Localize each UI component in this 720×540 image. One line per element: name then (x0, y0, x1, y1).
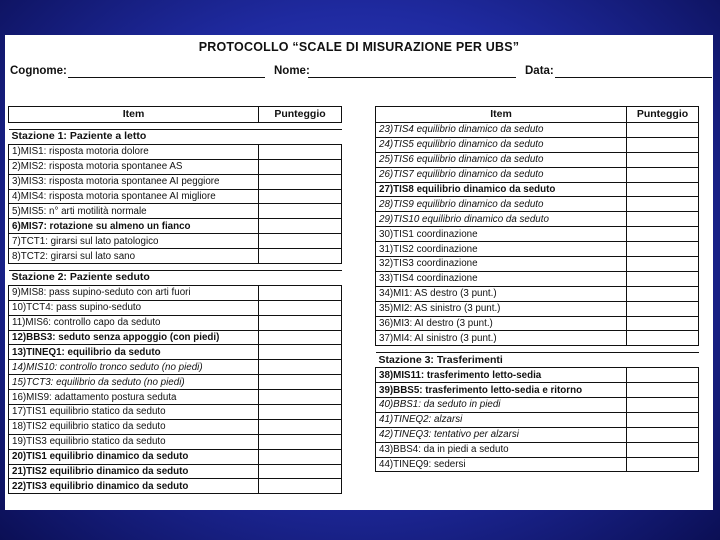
table-row (376, 242, 699, 257)
table-row (376, 137, 699, 152)
item-cell: 20)TIS1 equilibrio dinamico da seduto (9, 449, 259, 464)
item-cell: 40)BBS1: da seduto in piedi (376, 398, 627, 413)
score-cell[interactable] (259, 330, 342, 345)
score-cell[interactable] (627, 152, 699, 167)
item-cell: 7)TCT1: girarsi sul lato patologico (9, 234, 259, 249)
score-cell[interactable] (627, 427, 699, 442)
item-cell: 17)TIS1 equilibrio statico da seduto (9, 405, 259, 420)
item-cell: 16)MIS9: adattamento postura seduta (9, 390, 259, 405)
score-cell[interactable] (627, 212, 699, 227)
stazione-1-heading: Stazione 1: Paziente a letto (9, 130, 342, 145)
cognome-label: Cognome: (10, 65, 67, 77)
score-cell[interactable] (627, 182, 699, 197)
table-row (376, 123, 699, 138)
score-header: Punteggio (259, 107, 342, 123)
item-cell: 3)MIS3: risposta motoria spontanee AI peggiore (9, 174, 259, 189)
score-cell[interactable] (259, 360, 342, 375)
table-row (9, 315, 342, 330)
score-cell[interactable] (259, 219, 342, 234)
table-row (9, 189, 342, 204)
item-cell: 34)MI1: AS destro (3 punt.) (376, 286, 627, 301)
score-cell[interactable] (259, 449, 342, 464)
protocol-sheet (5, 35, 713, 510)
table-row (9, 479, 342, 494)
header-row (376, 107, 699, 123)
item-cell: 11)MIS6: controllo capo da seduto (9, 315, 259, 330)
score-cell[interactable] (259, 234, 342, 249)
stazione-3-heading: Stazione 3: Trasferimenti (376, 353, 699, 368)
score-cell[interactable] (259, 464, 342, 479)
table-row (9, 419, 342, 434)
item-cell: 23)TIS4 equilibrio dinamico da seduto (376, 123, 627, 138)
item-cell: 39)BBS5: trasferimento letto-sedia e ritorno (376, 383, 627, 398)
table-row (376, 368, 699, 383)
table-row (9, 434, 342, 449)
spacer (376, 346, 699, 353)
item-cell: 10)TCT4: pass supino-seduto (9, 300, 259, 315)
item-cell: 18)TIS2 equilibrio statico da seduto (9, 419, 259, 434)
score-cell[interactable] (259, 375, 342, 390)
score-cell[interactable] (259, 390, 342, 405)
table-row (9, 249, 342, 264)
score-cell[interactable] (627, 368, 699, 383)
item-cell: 27)TIS8 equilibrio dinamico da seduto (376, 182, 627, 197)
item-cell: 35)MI2: AS sinistro (3 punt.) (376, 301, 627, 316)
table-row (376, 427, 699, 442)
table-row (376, 167, 699, 182)
item-cell: 6)MIS7: rotazione su almeno un fianco (9, 219, 259, 234)
score-cell[interactable] (627, 457, 699, 472)
score-cell[interactable] (627, 316, 699, 331)
item-cell: 21)TIS2 equilibrio dinamico da seduto (9, 464, 259, 479)
item-cell: 30)TIS1 coordinazione (376, 227, 627, 242)
section-row (9, 271, 342, 286)
item-cell: 2)MIS2: risposta motoria spontanee AS (9, 159, 259, 174)
data-label: Data: (525, 65, 554, 77)
table-row (376, 182, 699, 197)
score-cell[interactable] (259, 249, 342, 264)
item-cell: 32)TIS3 coordinazione (376, 257, 627, 272)
score-cell[interactable] (627, 301, 699, 316)
table-row (376, 412, 699, 427)
item-cell: 8)TCT2: girarsi sul lato sano (9, 249, 259, 264)
item-cell: 37)MI4: AI sinistro (3 punt.) (376, 331, 627, 346)
table-row (376, 457, 699, 472)
table-row (376, 442, 699, 457)
score-cell[interactable] (627, 412, 699, 427)
score-cell[interactable] (627, 331, 699, 346)
data-field[interactable] (555, 77, 712, 78)
table-row (9, 330, 342, 345)
item-cell: 25)TIS6 equilibrio dinamico da seduto (376, 152, 627, 167)
item-cell: 31)TIS2 coordinazione (376, 242, 627, 257)
nome-field[interactable] (308, 77, 516, 78)
item-cell: 9)MIS8: pass supino-seduto con arti fuori (9, 285, 259, 300)
item-cell: 28)TIS9 equilibrio dinamico da seduto (376, 197, 627, 212)
table-row (376, 152, 699, 167)
score-cell[interactable] (259, 204, 342, 219)
table-row (9, 464, 342, 479)
table-row (376, 383, 699, 398)
table-row (376, 316, 699, 331)
score-cell[interactable] (627, 383, 699, 398)
gap-row (376, 346, 699, 353)
score-cell[interactable] (627, 137, 699, 152)
table-row (376, 227, 699, 242)
item-cell: 33)TIS4 coordinazione (376, 271, 627, 286)
section-row (376, 353, 699, 368)
score-cell[interactable] (627, 398, 699, 413)
table-row (9, 159, 342, 174)
score-cell[interactable] (627, 167, 699, 182)
table-row (9, 345, 342, 360)
score-cell[interactable] (259, 479, 342, 494)
item-cell: 29)TIS10 equilibrio dinamico da seduto (376, 212, 627, 227)
table-row (376, 197, 699, 212)
page-title: PROTOCOLLO “SCALE DI MISURAZIONE PER UBS” (198, 40, 520, 54)
item-cell: 5)MIS5: n° arti motilità normale (9, 204, 259, 219)
table-row (376, 212, 699, 227)
score-cell[interactable] (627, 286, 699, 301)
cognome-field[interactable] (68, 77, 265, 78)
item-cell: 1)MIS1: risposta motoria dolore (9, 144, 259, 159)
score-cell[interactable] (627, 197, 699, 212)
table-row (9, 449, 342, 464)
item-cell: 44)TINEQ9: sedersi (376, 457, 627, 472)
gap-row (9, 123, 342, 130)
item-cell: 43)BBS4: da in piedi a seduto (376, 442, 627, 457)
table-row (9, 219, 342, 234)
table-row (9, 144, 342, 159)
item-cell: 19)TIS3 equilibrio statico da seduto (9, 434, 259, 449)
score-cell[interactable] (259, 189, 342, 204)
score-cell[interactable] (259, 144, 342, 159)
table-row (376, 331, 699, 346)
spacer (9, 264, 342, 271)
patient-fields (10, 65, 710, 81)
score-cell[interactable] (627, 242, 699, 257)
item-cell: 15)TCT3: equilibrio da seduto (no piedi) (9, 375, 259, 390)
item-header: Item (9, 107, 259, 123)
item-cell: 42)TINEQ3: tentativo per alzarsi (376, 427, 627, 442)
table-row (376, 301, 699, 316)
table-row (9, 234, 342, 249)
table-row (9, 285, 342, 300)
score-cell[interactable] (259, 159, 342, 174)
item-cell: 38)MIS11: trasferimento letto-sedia (376, 368, 627, 383)
score-cell[interactable] (627, 123, 699, 138)
item-cell: 14)MIS10: controllo tronco seduto (no piedi) (9, 360, 259, 375)
score-cell[interactable] (259, 300, 342, 315)
score-cell[interactable] (627, 271, 699, 286)
left-items-table (8, 106, 342, 494)
score-cell[interactable] (627, 227, 699, 242)
item-header: Item (376, 107, 627, 123)
table-row (9, 405, 342, 420)
table-row (9, 204, 342, 219)
score-cell[interactable] (259, 419, 342, 434)
table-row (376, 286, 699, 301)
nome-label: Nome: (274, 65, 310, 77)
table-row (9, 375, 342, 390)
right-items-table (375, 106, 699, 472)
item-cell: 26)TIS7 equilibrio dinamico da seduto (376, 167, 627, 182)
table-row (376, 271, 699, 286)
item-cell: 13)TINEQ1: equilibrio da seduto (9, 345, 259, 360)
table-row (376, 257, 699, 272)
spacer (9, 123, 342, 130)
score-cell[interactable] (627, 257, 699, 272)
item-cell: 12)BBS3: seduto senza appoggio (con piedi) (9, 330, 259, 345)
score-cell[interactable] (259, 405, 342, 420)
table-row (376, 398, 699, 413)
item-cell: 36)MI3: AI destro (3 punt.) (376, 316, 627, 331)
score-cell[interactable] (259, 174, 342, 189)
score-cell[interactable] (627, 442, 699, 457)
table-row (9, 360, 342, 375)
score-cell[interactable] (259, 315, 342, 330)
score-cell[interactable] (259, 434, 342, 449)
table-row (9, 300, 342, 315)
score-cell[interactable] (259, 285, 342, 300)
score-header: Punteggio (627, 107, 699, 123)
gap-row (9, 264, 342, 271)
stazione-2-heading: Stazione 2: Paziente seduto (9, 271, 342, 286)
item-cell: 24)TIS5 equilibrio dinamico da seduto (376, 137, 627, 152)
table-row (9, 174, 342, 189)
item-cell: 41)TINEQ2: alzarsi (376, 412, 627, 427)
section-row (9, 130, 342, 145)
table-row (9, 390, 342, 405)
score-cell[interactable] (259, 345, 342, 360)
item-cell: 22)TIS3 equilibrio dinamico da seduto (9, 479, 259, 494)
item-cell: 4)MIS4: risposta motoria spontanee AI migliore (9, 189, 259, 204)
header-row (9, 107, 342, 123)
